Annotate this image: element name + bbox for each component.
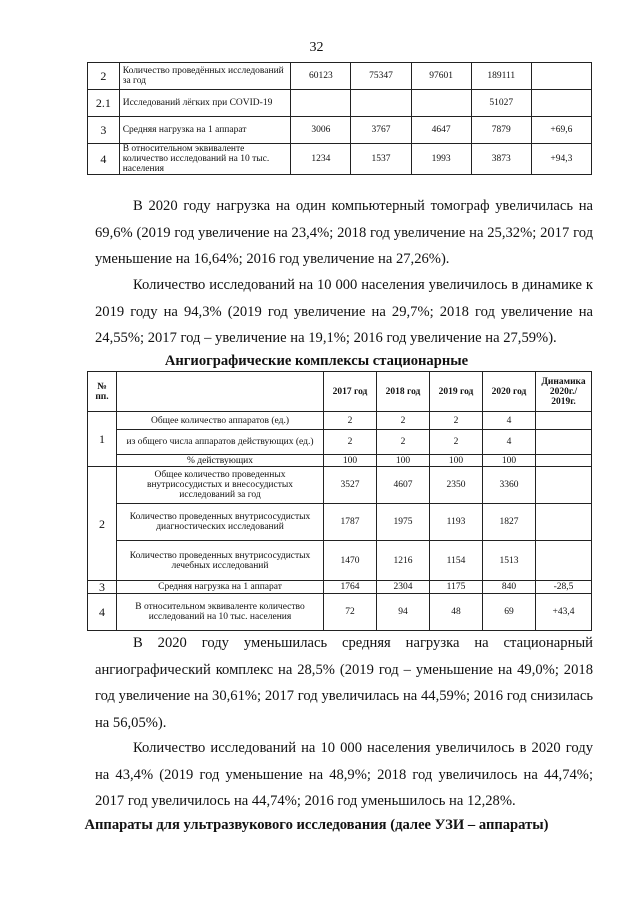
cell-2018: 100 [377, 455, 430, 467]
row-number: 4 [88, 144, 120, 175]
row-label: Средняя нагрузка на 1 аппарат [117, 581, 324, 594]
cell-2017: 2 [324, 412, 377, 430]
cell-2020: 189111 [471, 63, 531, 90]
cell-dynamics [536, 467, 592, 504]
row-label: Количество проведенных внутрисосудистых диагностических исследований [117, 504, 324, 541]
cell-2017: 60123 [291, 63, 351, 90]
cell-2020: 51027 [471, 90, 531, 117]
cell-2020: 100 [483, 455, 536, 467]
cell-2018: 94 [377, 594, 430, 631]
cell-2018: 1537 [351, 144, 411, 175]
row-label: Общее количество аппаратов (ед.) [117, 412, 324, 430]
cell-dynamics [536, 541, 592, 581]
cell-2020: 1827 [483, 504, 536, 541]
row-number: 2 [88, 63, 120, 90]
cell-2019: 48 [430, 594, 483, 631]
ct-table [87, 62, 592, 175]
row-number: 4 [88, 594, 117, 631]
row-number: 3 [88, 117, 120, 144]
table-row [88, 412, 592, 430]
section-title: Аппараты для ультразвукового исследования (далее УЗИ – аппараты) [84, 817, 549, 833]
header-number: № пп. [88, 372, 117, 412]
cell-2019: 2 [430, 430, 483, 455]
cell-2020: 4 [483, 412, 536, 430]
cell-2018 [351, 90, 411, 117]
cell-2018: 4607 [377, 467, 430, 504]
cell-2018: 1975 [377, 504, 430, 541]
table-row [88, 455, 592, 467]
table-row [88, 581, 592, 594]
cell-2020: 69 [483, 594, 536, 631]
cell-2019: 1175 [430, 581, 483, 594]
paragraph-text: Количество исследований на 10 000 населения увеличилось в 2020 году на 43,4% (2019 год уменьшение на 48,9%; 2018 год увеличилось на 44,74%; 2017 год увеличилось на 44,74%; 2016 год уменьшилось на 12,28%. [95, 740, 593, 809]
table-row [88, 144, 592, 175]
table-header-row [88, 372, 592, 412]
cell-dynamics [536, 504, 592, 541]
cell-dynamics: +94,3 [531, 144, 591, 175]
cell-2019: 97601 [411, 63, 471, 90]
table-row [88, 63, 592, 90]
table-row [88, 430, 592, 455]
cell-2018: 2 [377, 412, 430, 430]
row-number: 2 [88, 467, 117, 581]
cell-2017 [291, 90, 351, 117]
row-label: Общее количество проведенных внутрисосудистых и внесосудистых исследований за год [117, 467, 324, 504]
cell-dynamics [536, 455, 592, 467]
angiography-table [87, 371, 592, 631]
row-label: В относительном эквиваленте количество исследований на 10 тыс. населения [119, 144, 291, 175]
cell-2017: 3527 [324, 467, 377, 504]
header-2017: 2017 год [324, 372, 377, 412]
cell-2020: 7879 [471, 117, 531, 144]
cell-dynamics: +69,6 [531, 117, 591, 144]
header-dynamics: Динамика 2020г./ 2019г. [536, 372, 592, 412]
cell-2017: 1764 [324, 581, 377, 594]
table-row [88, 541, 592, 581]
header-2019: 2019 год [430, 372, 483, 412]
table-row [88, 90, 592, 117]
cell-2017: 100 [324, 455, 377, 467]
paragraph [95, 630, 593, 736]
row-label: Количество проведённых исследований за год [119, 63, 291, 90]
row-label: В относительном эквиваленте количество исследований на 10 тыс. населения [117, 594, 324, 631]
row-label: Средняя нагрузка на 1 аппарат [119, 117, 291, 144]
paragraph [95, 735, 593, 815]
row-label: Исследований лёгких при COVID-19 [119, 90, 291, 117]
table-row [88, 504, 592, 541]
cell-2018: 2 [377, 430, 430, 455]
cell-2019: 2 [430, 412, 483, 430]
cell-2019 [411, 90, 471, 117]
row-label: Количество проведенных внутрисосудистых лечебных исследований [117, 541, 324, 581]
paragraph-text: В 2020 году нагрузка на один компьютерный томограф увеличилась на 69,6% (2019 год увеличение на 23,4%; 2018 год увеличение на 25,32%; 2017 год уменьшение на 16,64%; 2016 год увеличение на 27,26%). [95, 198, 593, 267]
row-number: 2.1 [88, 90, 120, 117]
paragraph-text: В 2020 году уменьшилась средняя нагрузка на стационарный ангиографический комплекс на 28,5% (2019 год – уменьшение на 49,0%; 2018 год увеличение на 30,61%; 2017 год увеличилась на 44,59%; 2016 год снизилась на 56,05%). [95, 635, 593, 731]
row-number: 3 [88, 581, 117, 594]
paragraph [95, 193, 593, 273]
cell-2020: 840 [483, 581, 536, 594]
cell-2017: 72 [324, 594, 377, 631]
cell-2018: 75347 [351, 63, 411, 90]
cell-dynamics [536, 412, 592, 430]
cell-2020: 3360 [483, 467, 536, 504]
section-title: Ангиографические комплексы стационарные [164, 353, 469, 369]
cell-2019: 1154 [430, 541, 483, 581]
row-label: % действующих [117, 455, 324, 467]
cell-2019: 4647 [411, 117, 471, 144]
cell-dynamics [536, 430, 592, 455]
cell-2018: 2304 [377, 581, 430, 594]
cell-2018: 3767 [351, 117, 411, 144]
cell-2019: 2350 [430, 467, 483, 504]
cell-dynamics [531, 63, 591, 90]
paragraph [95, 272, 593, 352]
paragraph-text: Количество исследований на 10 000 населения увеличилось в динамике к 2019 году на 94,3% (2019 год увеличение на 29,7%; 2018 год увеличение на 24,55%; 2017 год – увеличение на 19,1%; 2016 год увеличение на 27,59%). [95, 277, 593, 346]
cell-2019: 1193 [430, 504, 483, 541]
row-label: из общего числа аппаратов действующих (ед.) [117, 430, 324, 455]
page-number: 32 [309, 40, 324, 55]
cell-2017: 3006 [291, 117, 351, 144]
cell-2017: 1787 [324, 504, 377, 541]
header-label [117, 372, 324, 412]
cell-dynamics [531, 90, 591, 117]
cell-2017: 1470 [324, 541, 377, 581]
header-2020: 2020 год [483, 372, 536, 412]
header-2018: 2018 год [377, 372, 430, 412]
cell-2020: 4 [483, 430, 536, 455]
table-row [88, 117, 592, 144]
cell-dynamics: +43,4 [536, 594, 592, 631]
cell-2017: 1234 [291, 144, 351, 175]
cell-2019: 100 [430, 455, 483, 467]
cell-2020: 1513 [483, 541, 536, 581]
row-number: 1 [88, 412, 117, 467]
cell-2020: 3873 [471, 144, 531, 175]
cell-2017: 2 [324, 430, 377, 455]
table-row [88, 467, 592, 504]
cell-dynamics: -28,5 [536, 581, 592, 594]
cell-2019: 1993 [411, 144, 471, 175]
cell-2018: 1216 [377, 541, 430, 581]
table-row [88, 594, 592, 631]
